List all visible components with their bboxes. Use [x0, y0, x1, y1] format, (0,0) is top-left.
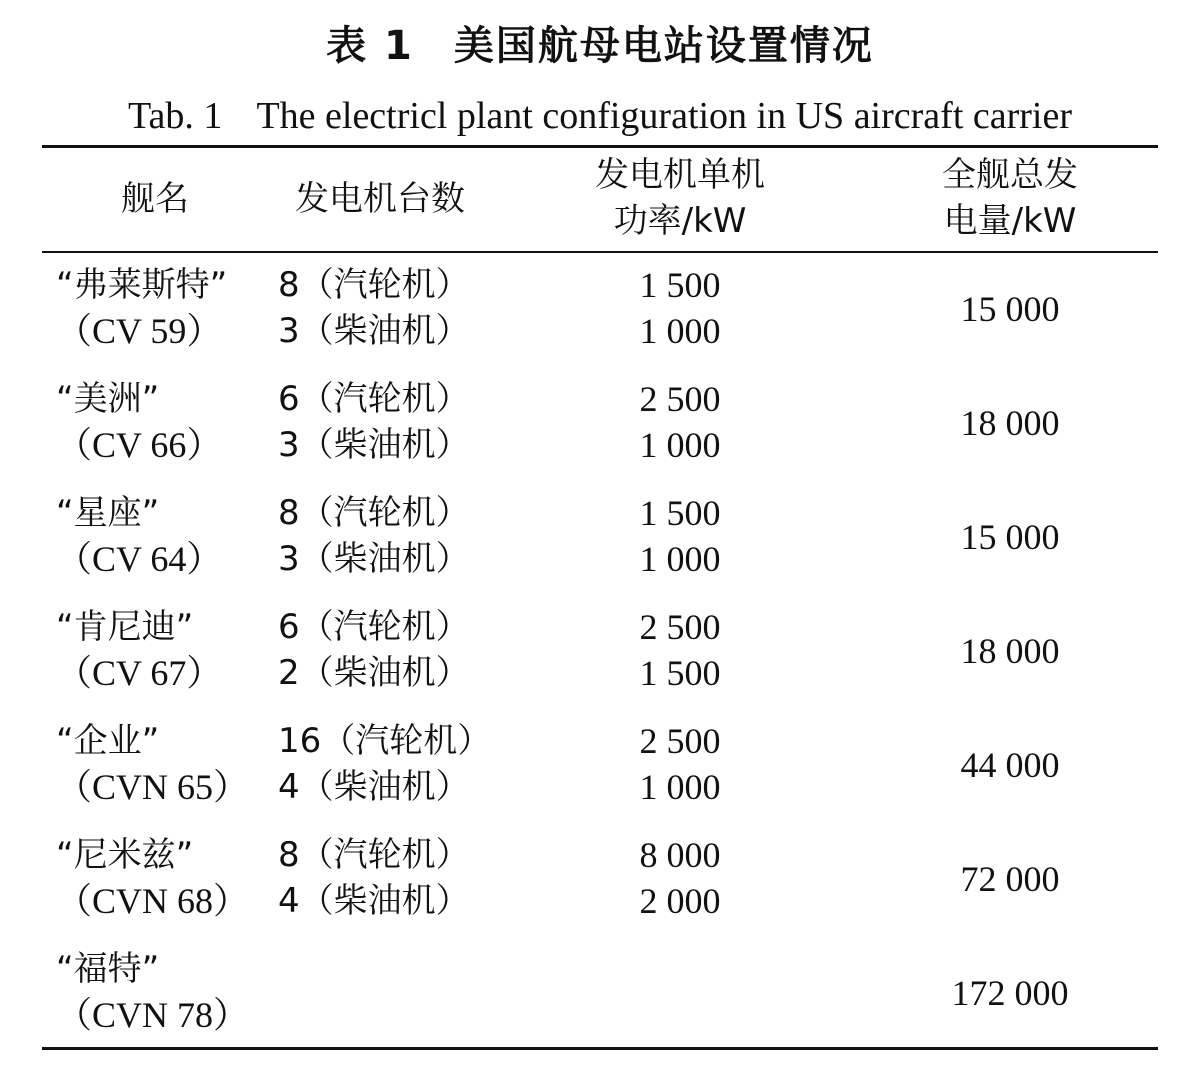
diesel-count: 3（柴油机） — [278, 311, 470, 351]
total-power: 172 000 — [951, 973, 1069, 1013]
diesel-count: 3（柴油机） — [278, 539, 470, 579]
ship-name-cell — [56, 946, 249, 1038]
diesel-count: 2（柴油机） — [278, 653, 470, 693]
steam-turbine-power: 1 500 — [639, 265, 721, 305]
header-unit-power-line1: 发电机单机 — [595, 155, 765, 195]
total-power: 15 000 — [960, 289, 1060, 329]
ship-name: “企业” — [56, 721, 160, 761]
diesel-count: 4（柴油机） — [278, 767, 470, 807]
diesel-power: 1 500 — [639, 653, 721, 693]
steam-turbine-count: 6（汽轮机） — [278, 607, 470, 647]
steam-turbine-power: 2 500 — [639, 379, 721, 419]
unit-power-cell — [560, 832, 800, 924]
ship-hull-code: （CV 67） — [56, 653, 223, 693]
ship-name: “美洲” — [56, 379, 160, 419]
ship-hull-code: （CVN 68） — [56, 881, 250, 921]
ship-name: “弗莱斯特” — [56, 265, 228, 305]
generator-count-cell — [278, 832, 470, 924]
ship-name: “星座” — [56, 493, 160, 533]
diesel-power: 1 000 — [639, 539, 721, 579]
steam-turbine-count: 6（汽轮机） — [278, 379, 470, 419]
steam-turbine-power: 2 500 — [639, 607, 721, 647]
ship-hull-code: （CV 66） — [56, 425, 223, 465]
table-number-en: Tab. 1 — [128, 95, 223, 137]
unit-power-cell — [560, 946, 800, 1038]
diesel-power: 1 000 — [639, 767, 721, 807]
ship-hull-code: （CVN 65） — [56, 767, 250, 807]
steam-turbine-power: 8 000 — [639, 835, 721, 875]
ship-hull-code: （CVN 78） — [56, 995, 250, 1035]
header-unit-power-line2: 功率/kW — [613, 201, 747, 241]
total-power: 18 000 — [960, 631, 1060, 671]
steam-turbine-count: 8（汽轮机） — [278, 835, 470, 875]
table-caption-cn: 美国航母电站设置情况 — [453, 23, 874, 69]
steam-turbine-count: 8（汽轮机） — [278, 493, 470, 533]
diesel-power — [560, 992, 800, 1038]
steam-turbine-count: 16（汽轮机） — [278, 721, 492, 761]
total-power: 72 000 — [960, 859, 1060, 899]
total-power: 44 000 — [960, 745, 1060, 785]
steam-turbine-power: 2 500 — [639, 721, 721, 761]
header-ship-name: 舰名 — [121, 179, 189, 219]
table-number-cn: 表 1 — [326, 23, 414, 69]
ship-name: “福特” — [56, 949, 160, 989]
diesel-count: 4（柴油机） — [278, 881, 470, 921]
ship-name: “肯尼迪” — [56, 607, 194, 647]
ship-hull-code: （CV 59） — [56, 311, 223, 351]
diesel-count: 3（柴油机） — [278, 425, 470, 465]
ship-hull-code: （CV 64） — [56, 539, 223, 579]
diesel-power: 1 000 — [639, 311, 721, 351]
header-total-power-line2: 电量/kW — [943, 201, 1077, 241]
header-generator-count: 发电机台数 — [295, 179, 465, 219]
steam-turbine-power: 1 500 — [639, 493, 721, 533]
total-power: 15 000 — [960, 517, 1060, 557]
ship-name-cell — [56, 832, 249, 924]
diesel-power: 1 000 — [639, 425, 721, 465]
ship-name: “尼米兹” — [56, 835, 194, 875]
diesel-power: 2 000 — [639, 881, 721, 921]
steam-turbine-count: 8（汽轮机） — [278, 265, 470, 305]
total-power: 18 000 — [960, 403, 1060, 443]
bottom-rule — [42, 1047, 1158, 1050]
header-total-power-line1: 全舰总发 — [942, 155, 1078, 195]
steam-turbine-power — [560, 946, 800, 992]
table-caption-en: The electricl plant configuration in US aircraft carrier — [256, 95, 1072, 137]
